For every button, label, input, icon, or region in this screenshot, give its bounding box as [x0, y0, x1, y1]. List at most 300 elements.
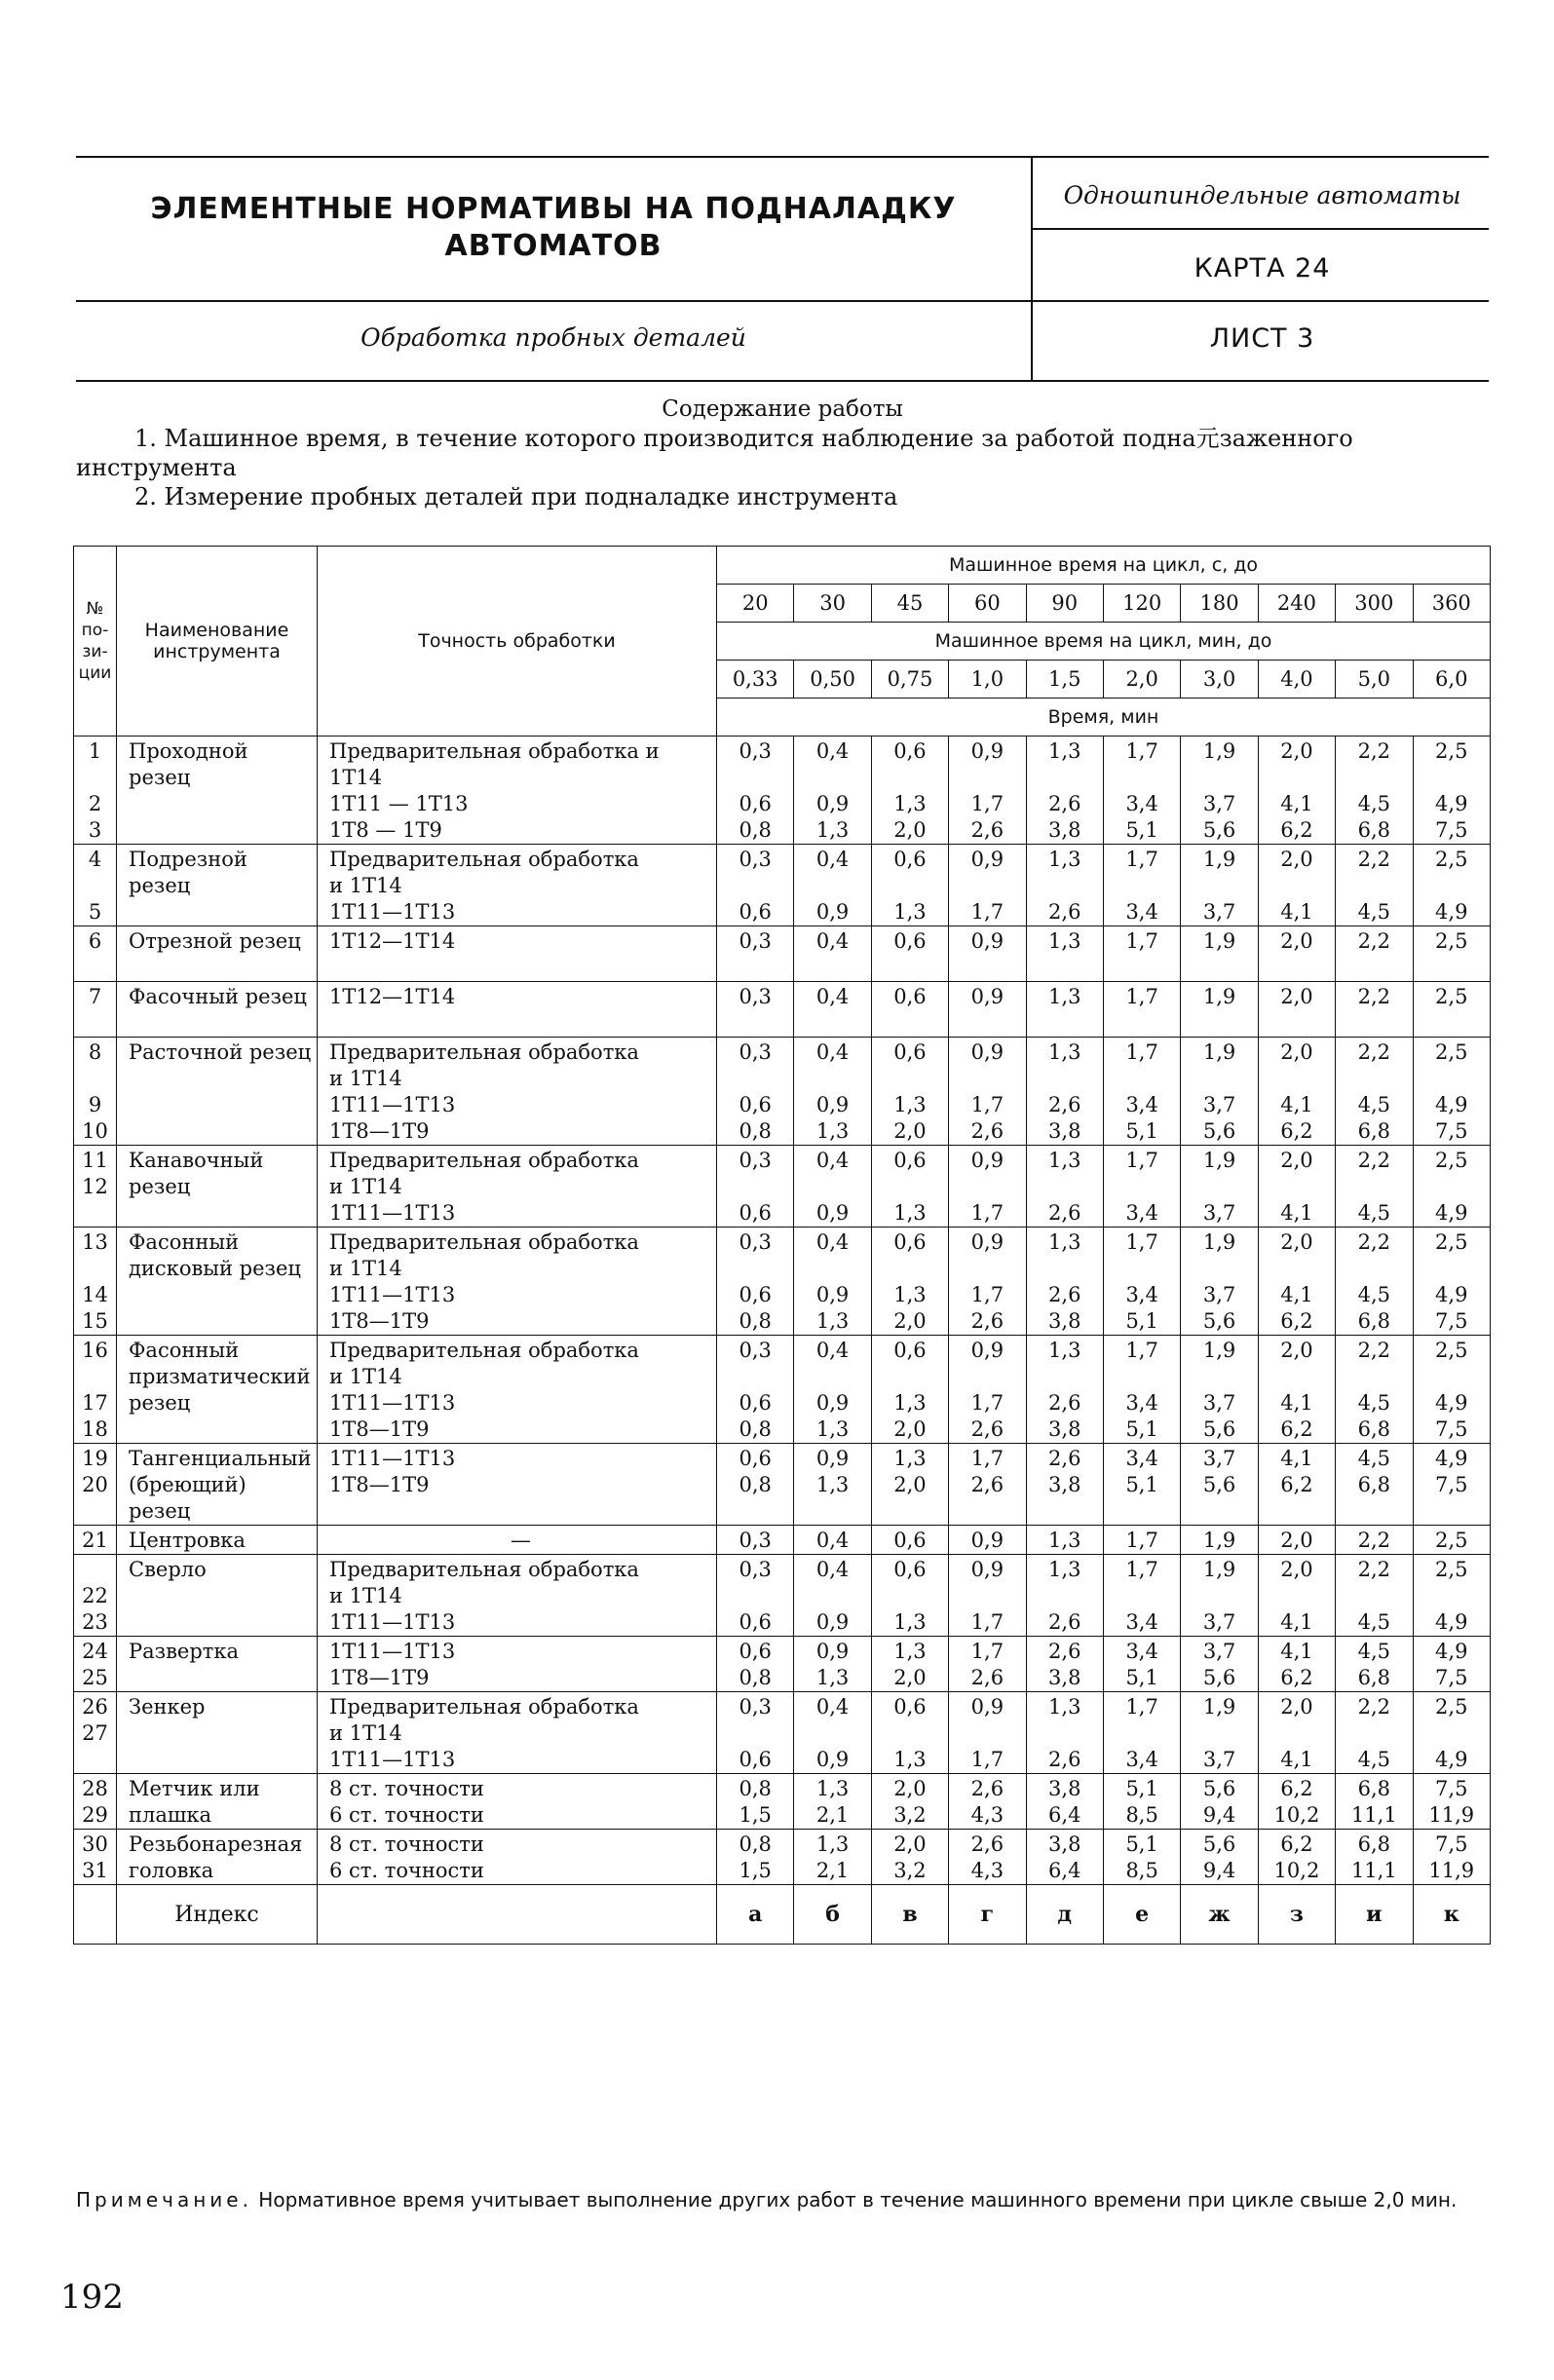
time-value: 4,1 [1280, 1447, 1313, 1470]
position-number: 10 [82, 1119, 108, 1143]
time-value: 5,6 [1202, 1417, 1236, 1441]
time-value [1027, 873, 1103, 899]
time-value: 0,9 [815, 1447, 850, 1470]
time-value: 1,9 [1202, 1339, 1236, 1362]
time-value: 2,2 [1357, 1149, 1391, 1172]
time-value: 1,7 [1125, 985, 1158, 1008]
time-value-cell [1026, 845, 1103, 926]
time-value: 0,6 [893, 1149, 927, 1172]
time-value: 0,8 [739, 1666, 772, 1689]
seconds-value: 90 [1026, 585, 1103, 623]
position-number [74, 1256, 116, 1282]
time-value: 4,9 [1435, 1610, 1468, 1634]
time-value-cell [794, 1444, 871, 1526]
time-value: 2,2 [1357, 848, 1391, 871]
time-value: 0,9 [815, 1201, 850, 1225]
time-value [1027, 1364, 1103, 1390]
position-cell [74, 1336, 117, 1444]
time-value: 0,4 [815, 848, 850, 871]
accuracy-line: 6 ст. точности [329, 1803, 484, 1827]
table-row [74, 1146, 1491, 1228]
time-value-cell [1026, 1444, 1103, 1526]
time-value-cell [1258, 1228, 1335, 1336]
time-value [1336, 873, 1412, 899]
minutes-value: 0,75 [871, 661, 948, 699]
tool-name-cell: Фасочный резец [117, 982, 318, 1038]
time-value-cell [794, 1038, 871, 1146]
time-value [1104, 1498, 1180, 1525]
time-value: 6,2 [1280, 1309, 1313, 1333]
time-value: 5,6 [1202, 1473, 1236, 1496]
time-value: 5,1 [1125, 818, 1158, 842]
time-value [1027, 955, 1103, 981]
time-value: 3,7 [1202, 1201, 1236, 1225]
time-value-cell [1336, 1146, 1413, 1228]
time-value: 5,6 [1202, 1777, 1236, 1800]
time-value: 2,0 [1280, 1149, 1313, 1172]
time-value [794, 1583, 870, 1609]
time-value: 1,7 [1125, 1149, 1158, 1172]
time-value [1259, 1066, 1335, 1092]
time-value-cell [1336, 1555, 1413, 1637]
time-value: 2,6 [970, 1666, 1004, 1689]
time-value: 2,0 [893, 1473, 927, 1496]
time-value: 4,3 [970, 1859, 1004, 1882]
sheet-number: ЛИСТ 3 [1209, 323, 1315, 354]
time-value: 4,1 [1280, 1093, 1313, 1116]
time-value [1181, 873, 1257, 899]
time-value: 8,5 [1125, 1803, 1158, 1827]
index-empty-cell [74, 1885, 117, 1945]
time-value: 1,3 [815, 818, 850, 842]
time-value: 5,6 [1202, 1666, 1236, 1689]
time-value-cell [1258, 1830, 1335, 1885]
time-value: 4,1 [1280, 1283, 1313, 1306]
time-value-cell [871, 1336, 948, 1444]
time-value-cell [949, 1228, 1026, 1336]
accuracy-line: 1Т8—1Т9 [329, 1119, 430, 1143]
tool-name-cell: Расточной резец [117, 1038, 318, 1146]
time-value: 3,4 [1125, 1391, 1158, 1415]
time-value: 8,5 [1125, 1859, 1158, 1882]
header-bottom-rule [76, 380, 1489, 382]
time-value [1336, 1010, 1412, 1037]
time-value-cell [1181, 982, 1258, 1038]
accuracy-line: 1Т11—1Т13 [329, 1093, 456, 1116]
time-value-cell [1103, 1336, 1180, 1444]
col-header-time: Время, мин [717, 699, 1491, 737]
time-value: 5,1 [1125, 1473, 1158, 1496]
time-value-cell [1103, 737, 1180, 845]
accuracy-line: 1Т12—1Т14 [329, 985, 456, 1008]
time-value: 2,6 [970, 1473, 1004, 1496]
time-value: 3,7 [1202, 1447, 1236, 1470]
time-value: 2,6 [1048, 1391, 1081, 1415]
accuracy-line: и 1Т14 [329, 1067, 402, 1090]
time-value: 2,0 [1280, 739, 1313, 763]
time-value: 1,3 [893, 1748, 927, 1771]
time-value [717, 1256, 793, 1282]
time-value [949, 1010, 1025, 1037]
time-value: 1,3 [893, 1610, 927, 1634]
accuracy-line: Предварительная обработка и [329, 739, 660, 763]
time-value-cell [1258, 1555, 1335, 1637]
time-value-cell [1181, 1526, 1258, 1555]
time-value [1104, 1364, 1180, 1390]
page-number: 192 [60, 2278, 124, 2317]
time-value [949, 1364, 1025, 1390]
time-value: 2,2 [1357, 985, 1391, 1008]
table-row [74, 1228, 1491, 1336]
time-value-cell [1026, 1830, 1103, 1885]
tool-name-cell: Метчик или плашка [117, 1774, 318, 1830]
time-value: 2,6 [970, 1417, 1004, 1441]
time-value-cell [1413, 1336, 1490, 1444]
time-value-cell [717, 1526, 794, 1555]
position-number [74, 1747, 116, 1773]
time-value: 4,1 [1280, 792, 1313, 815]
position-number: 11 [82, 1149, 108, 1172]
machine-type: Одношпиндельные автоматы [1063, 181, 1461, 209]
time-value-cell [1181, 1444, 1258, 1526]
time-value: 1,3 [893, 1391, 927, 1415]
time-value-cell [949, 1444, 1026, 1526]
time-value-cell [1258, 1692, 1335, 1774]
time-value: 1,3 [815, 1119, 850, 1143]
time-value: 6,2 [1280, 1832, 1313, 1856]
time-value: 0,3 [739, 1558, 772, 1581]
accuracy-line: 1Т8—1Т9 [329, 1309, 430, 1333]
time-value-cell [717, 1637, 794, 1692]
time-value: 1,3 [893, 900, 927, 924]
time-value [949, 955, 1025, 981]
accuracy-line: 1Т12—1Т14 [329, 929, 456, 953]
time-value: 0,3 [739, 1230, 772, 1254]
time-value-cell [1336, 737, 1413, 845]
tool-name-cell: Подрезной резец [117, 845, 318, 926]
time-value [872, 1066, 948, 1092]
time-value [717, 1010, 793, 1037]
time-value: 4,5 [1357, 792, 1391, 815]
time-value: 1,9 [1202, 929, 1236, 953]
time-value [794, 1720, 870, 1747]
time-value-cell [1103, 1637, 1180, 1692]
tool-name-cell: Проходной резец [117, 737, 318, 845]
time-value-cell [1026, 1637, 1103, 1692]
time-value: 0,8 [739, 1119, 772, 1143]
position-number [74, 765, 116, 791]
time-value: 1,3 [1048, 1339, 1081, 1362]
time-value: 0,3 [739, 739, 772, 763]
time-value: 3,4 [1125, 900, 1158, 924]
time-value: 2,6 [1048, 900, 1081, 924]
time-value [1104, 1583, 1180, 1609]
minutes-value: 4,0 [1258, 661, 1335, 699]
position-cell [74, 1228, 117, 1336]
position-cell [74, 1637, 117, 1692]
time-value-cell [1181, 1555, 1258, 1637]
time-value: 7,5 [1435, 818, 1468, 842]
time-value: 0,4 [815, 1558, 850, 1581]
time-value-cell [1413, 1830, 1490, 1885]
time-value: 2,0 [1280, 1230, 1313, 1254]
time-value: 3,8 [1048, 1777, 1081, 1800]
time-value-cell [871, 926, 948, 982]
time-value: 2,5 [1435, 1339, 1468, 1362]
time-value-cell [1413, 1555, 1490, 1637]
time-value [794, 1364, 870, 1390]
time-value: 11,1 [1350, 1859, 1397, 1882]
table-row [74, 1692, 1491, 1774]
time-value: 3,2 [893, 1859, 927, 1882]
header-rule [1033, 228, 1489, 230]
time-value: 0,3 [739, 1339, 772, 1362]
time-value-cell [794, 1526, 871, 1555]
time-value: 1,3 [1048, 1040, 1081, 1064]
time-value [1181, 1010, 1257, 1037]
position-number: 31 [82, 1859, 108, 1882]
time-value [1414, 1256, 1490, 1282]
time-value: 1,3 [815, 1473, 850, 1496]
time-value-cell [1181, 845, 1258, 926]
time-value: 10,2 [1273, 1803, 1320, 1827]
time-value [717, 1066, 793, 1092]
time-value [1027, 1583, 1103, 1609]
time-value [949, 1720, 1025, 1747]
time-value [872, 1010, 948, 1037]
index-letter: д [1026, 1885, 1103, 1945]
time-value [1181, 1066, 1257, 1092]
time-value: 2,5 [1435, 1529, 1468, 1552]
time-value-cell [794, 737, 871, 845]
seconds-value: 180 [1181, 585, 1258, 623]
accuracy-cell [318, 1038, 717, 1146]
time-value [717, 1364, 793, 1390]
minutes-value: 5,0 [1336, 661, 1413, 699]
time-value: 4,5 [1357, 1610, 1391, 1634]
time-value: 2,6 [970, 1309, 1004, 1333]
time-value: 0,3 [739, 929, 772, 953]
time-value [1027, 1066, 1103, 1092]
time-value-cell [871, 737, 948, 845]
time-value: 0,6 [739, 1610, 772, 1634]
time-value: 2,6 [1048, 1640, 1081, 1663]
time-value-cell [794, 1228, 871, 1336]
time-value [1104, 1720, 1180, 1747]
time-value: 1,3 [1048, 848, 1081, 871]
time-value [794, 765, 870, 791]
tool-name-cell: Тангенциальный (бреющий) резец [117, 1444, 318, 1526]
accuracy-cell [318, 845, 717, 926]
time-value [1181, 1174, 1257, 1200]
footnote [76, 2187, 1489, 2212]
time-value: 1,3 [893, 1093, 927, 1116]
time-value-cell [1336, 1336, 1413, 1444]
time-value [1336, 1498, 1412, 1525]
time-value: 0,6 [893, 739, 927, 763]
time-value-cell [1103, 1228, 1180, 1336]
time-value-cell [1181, 1774, 1258, 1830]
time-value [1336, 1720, 1412, 1747]
position-number: 2 [88, 792, 102, 815]
time-value: 6,8 [1357, 1666, 1391, 1689]
time-value-cell [871, 1555, 948, 1637]
position-number: 3 [88, 818, 102, 842]
time-value: 6,8 [1357, 1309, 1391, 1333]
time-value-cell [1026, 982, 1103, 1038]
time-value [1104, 1174, 1180, 1200]
time-value [1336, 1066, 1412, 1092]
accuracy-cell [318, 1444, 717, 1526]
time-value [717, 1720, 793, 1747]
position-number: 16 [82, 1339, 108, 1362]
time-value [794, 955, 870, 981]
time-value: 2,0 [893, 1777, 927, 1800]
time-value: 6,8 [1357, 1119, 1391, 1143]
time-value [1414, 955, 1490, 981]
time-value [717, 1498, 793, 1525]
accuracy-cell [318, 1692, 717, 1774]
time-value [717, 1583, 793, 1609]
time-value: 2,6 [1048, 1283, 1081, 1306]
time-value-cell [1258, 737, 1335, 845]
table-row [74, 845, 1491, 926]
table-row [74, 1774, 1491, 1830]
position-number: 23 [82, 1610, 108, 1634]
time-value-cell [1103, 1555, 1180, 1637]
time-value [1259, 1364, 1335, 1390]
time-value: 1,7 [970, 1391, 1004, 1415]
time-value: 0,9 [970, 1529, 1004, 1552]
time-value: 0,6 [893, 1695, 927, 1719]
time-value: 4,5 [1357, 900, 1391, 924]
time-value: 4,1 [1280, 1391, 1313, 1415]
seconds-value: 120 [1103, 585, 1180, 623]
time-value: 0,4 [815, 1149, 850, 1172]
time-value: 3,4 [1125, 1447, 1158, 1470]
time-value: 2,1 [815, 1859, 850, 1882]
time-value: 1,9 [1202, 1149, 1236, 1172]
time-value [949, 873, 1025, 899]
table-row [74, 1637, 1491, 1692]
time-value-cell [1026, 737, 1103, 845]
position-number [74, 873, 116, 899]
time-value [1027, 1256, 1103, 1282]
minutes-value: 1,0 [949, 661, 1026, 699]
time-value: 1,3 [815, 1666, 850, 1689]
time-value: 4,9 [1435, 1283, 1468, 1306]
time-value-cell [1026, 1228, 1103, 1336]
time-value-cell [1336, 1830, 1413, 1885]
index-letter: к [1413, 1885, 1490, 1945]
accuracy-cell [318, 1555, 717, 1637]
position-number: 9 [88, 1093, 102, 1116]
time-value: 3,7 [1202, 1093, 1236, 1116]
time-value: 4,5 [1357, 1748, 1391, 1771]
time-value: 1,3 [1048, 1149, 1081, 1172]
time-value: 6,2 [1280, 818, 1313, 842]
minutes-value: 2,0 [1103, 661, 1180, 699]
time-value-cell [1258, 926, 1335, 982]
time-value: 4,1 [1280, 1640, 1313, 1663]
time-value: 2,6 [970, 1777, 1004, 1800]
time-value: 1,7 [970, 1093, 1004, 1116]
time-value [1259, 1583, 1335, 1609]
time-value: 6,4 [1048, 1803, 1081, 1827]
time-value-cell [1103, 1146, 1180, 1228]
accuracy-line: 1Т11—1Т13 [329, 1748, 456, 1771]
accuracy-line: 1Т11—1Т13 [329, 1283, 456, 1306]
time-value: 7,5 [1435, 1473, 1468, 1496]
card-number: КАРТА 24 [1194, 253, 1331, 283]
time-value [1336, 1364, 1412, 1390]
time-value: 3,8 [1048, 1119, 1081, 1143]
time-value [1259, 1498, 1335, 1525]
time-value: 6,8 [1357, 818, 1391, 842]
time-value-cell [794, 1637, 871, 1692]
time-value: 0,9 [970, 929, 1004, 953]
time-value: 3,7 [1202, 1640, 1236, 1663]
time-value: 2,2 [1357, 1040, 1391, 1064]
time-value: 0,9 [970, 848, 1004, 871]
accuracy-line: 1Т8—1Т9 [329, 1417, 430, 1441]
time-value-cell [1336, 1444, 1413, 1526]
time-value: 4,9 [1435, 900, 1468, 924]
time-value [1104, 955, 1180, 981]
accuracy-line: и 1Т14 [329, 1257, 402, 1280]
time-value [1181, 1498, 1257, 1525]
time-value-cell [1336, 926, 1413, 982]
time-value: 1,9 [1202, 848, 1236, 871]
time-value-cell [1103, 1692, 1180, 1774]
time-value-cell [1181, 926, 1258, 982]
time-value: 0,4 [815, 1695, 850, 1719]
time-value-cell [871, 1038, 948, 1146]
time-value-cell [794, 1555, 871, 1637]
time-value-cell [949, 845, 1026, 926]
time-value: 2,6 [970, 1119, 1004, 1143]
table-row [74, 982, 1491, 1038]
position-number: 19 [82, 1447, 108, 1470]
time-value: 1,3 [1048, 1558, 1081, 1581]
time-value: 2,2 [1357, 1558, 1391, 1581]
accuracy-line: 1Т8—1Т9 [329, 1473, 430, 1496]
time-value: 4,5 [1357, 1093, 1391, 1116]
time-value: 6,8 [1357, 1473, 1391, 1496]
time-value [1414, 873, 1490, 899]
time-value: 0,9 [970, 739, 1004, 763]
time-value: 5,1 [1125, 1777, 1158, 1800]
time-value-cell [1413, 845, 1490, 926]
index-letter: г [949, 1885, 1026, 1945]
time-value: 6,2 [1280, 1417, 1313, 1441]
index-row [74, 1885, 1491, 1945]
time-value [1104, 873, 1180, 899]
time-value-cell [871, 1637, 948, 1692]
document-subtitle: Обработка пробных деталей [360, 323, 746, 352]
time-value: 5,6 [1202, 1309, 1236, 1333]
time-value-cell [1026, 1146, 1103, 1228]
time-value: 1,5 [739, 1859, 772, 1882]
accuracy-cell [318, 1526, 717, 1555]
position-number: 26 [82, 1695, 108, 1719]
position-number: 29 [82, 1803, 108, 1827]
time-value [949, 1066, 1025, 1092]
accuracy-line: и 1Т14 [329, 1721, 402, 1745]
position-cell [74, 845, 117, 926]
position-number: 1 [88, 739, 102, 763]
seconds-value: 360 [1413, 585, 1490, 623]
